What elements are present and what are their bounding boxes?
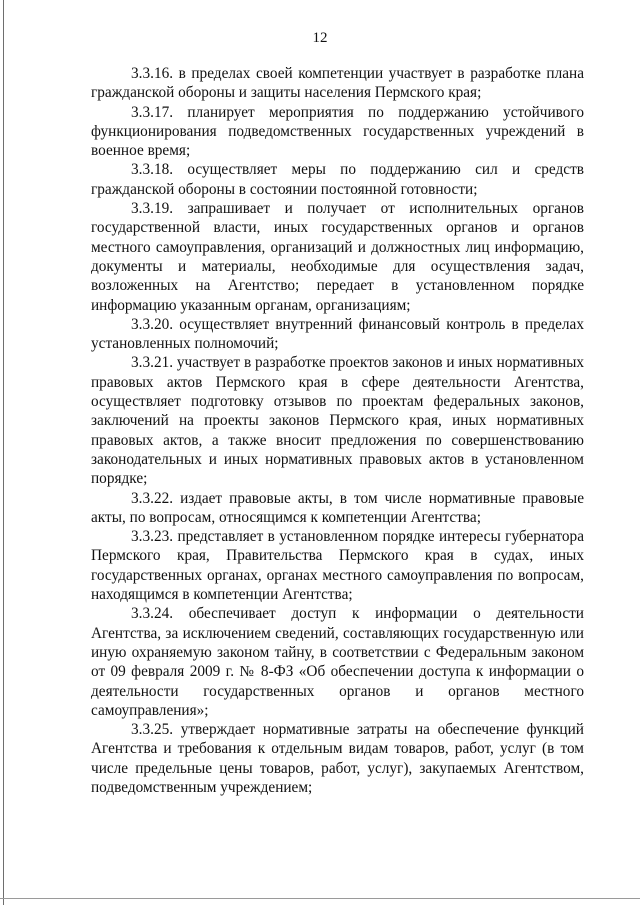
paragraph-3-3-22: 3.3.22. издает правовые акты, в том числе нормативные правовые акты, по вопросам, относящимся к компетенции Агентства;: [91, 489, 584, 526]
page-number: 12: [312, 30, 328, 46]
paragraph-3-3-20: 3.3.20. осуществляет внутренний финансовый контроль в пределах установленных полномочий;: [91, 315, 584, 353]
paragraph-3-3-23: 3.3.23. представляет в установленном порядке интересы губернатора Пермского края, Правительства Пермского края в судах, иных государственных органах, органах местного самоуправления по вопросам, находящимся в компетенции Агентства;: [91, 528, 584, 604]
paragraph-3-3-18: 3.3.18. осуществляет меры по поддержанию сил и средств гражданской обороны в состоянии постоянной готовности;: [91, 161, 584, 198]
paragraph-3-3-19: 3.3.19. запрашивает и получает от исполнительных органов государственной власти, иных государственных органов и органов местного самоуправления, организаций и должностных лиц информацию, документы и материалы, необходимые для осуществления задач, возложенных на Агентство; передает в установленном порядке информацию указанным органам, организациям;: [91, 200, 584, 314]
paragraph-3-3-25: 3.3.25. утверждает нормативные затраты на обеспечение функций Агентства и требования к отдельным видам товаров, работ, услуг (в том числе предельные цены товаров, работ, услуг), закупаемых Агентством, подведомственным учреждением;: [91, 721, 584, 796]
paragraph-3-3-17: 3.3.17. планирует мероприятия по поддержанию устойчивого функционирования подведомственных государственных учреждений в военное время;: [91, 103, 584, 160]
scan-edge-bottom: [0, 898, 640, 899]
paragraph-3-3-16: 3.3.16. в пределах своей компетенции участвует в разработке плана гражданской обороны и защиты населения Пермского края;: [91, 65, 584, 102]
paragraph-3-3-21: 3.3.21. участвует в разработке проектов законов и иных нормативных правовых актов Пермского края в сфере деятельности Агентства, осуществляет подготовку отзывов по проектам федеральных законов, заключений на проекты законов Пермского края, иных нормативных правовых актов, а также вносит предложения по совершенствованию законодательных и иных нормативных правовых актов в установленном порядке;: [91, 354, 584, 488]
paragraph-3-3-24: 3.3.24. обеспечивает доступ к информации о деятельности Агентства, за исключением сведений, составляющих государственную или иную охраняемую законом тайну, в соответствии с Федеральным законом от 09 февраля 2009 г. № 8-ФЗ «Об обеспечении доступа к информации о деятельности государственных органов и органов местного самоуправления»;: [91, 605, 584, 719]
document-body: [91, 64, 584, 797]
scan-edge-left: [3, 0, 4, 905]
